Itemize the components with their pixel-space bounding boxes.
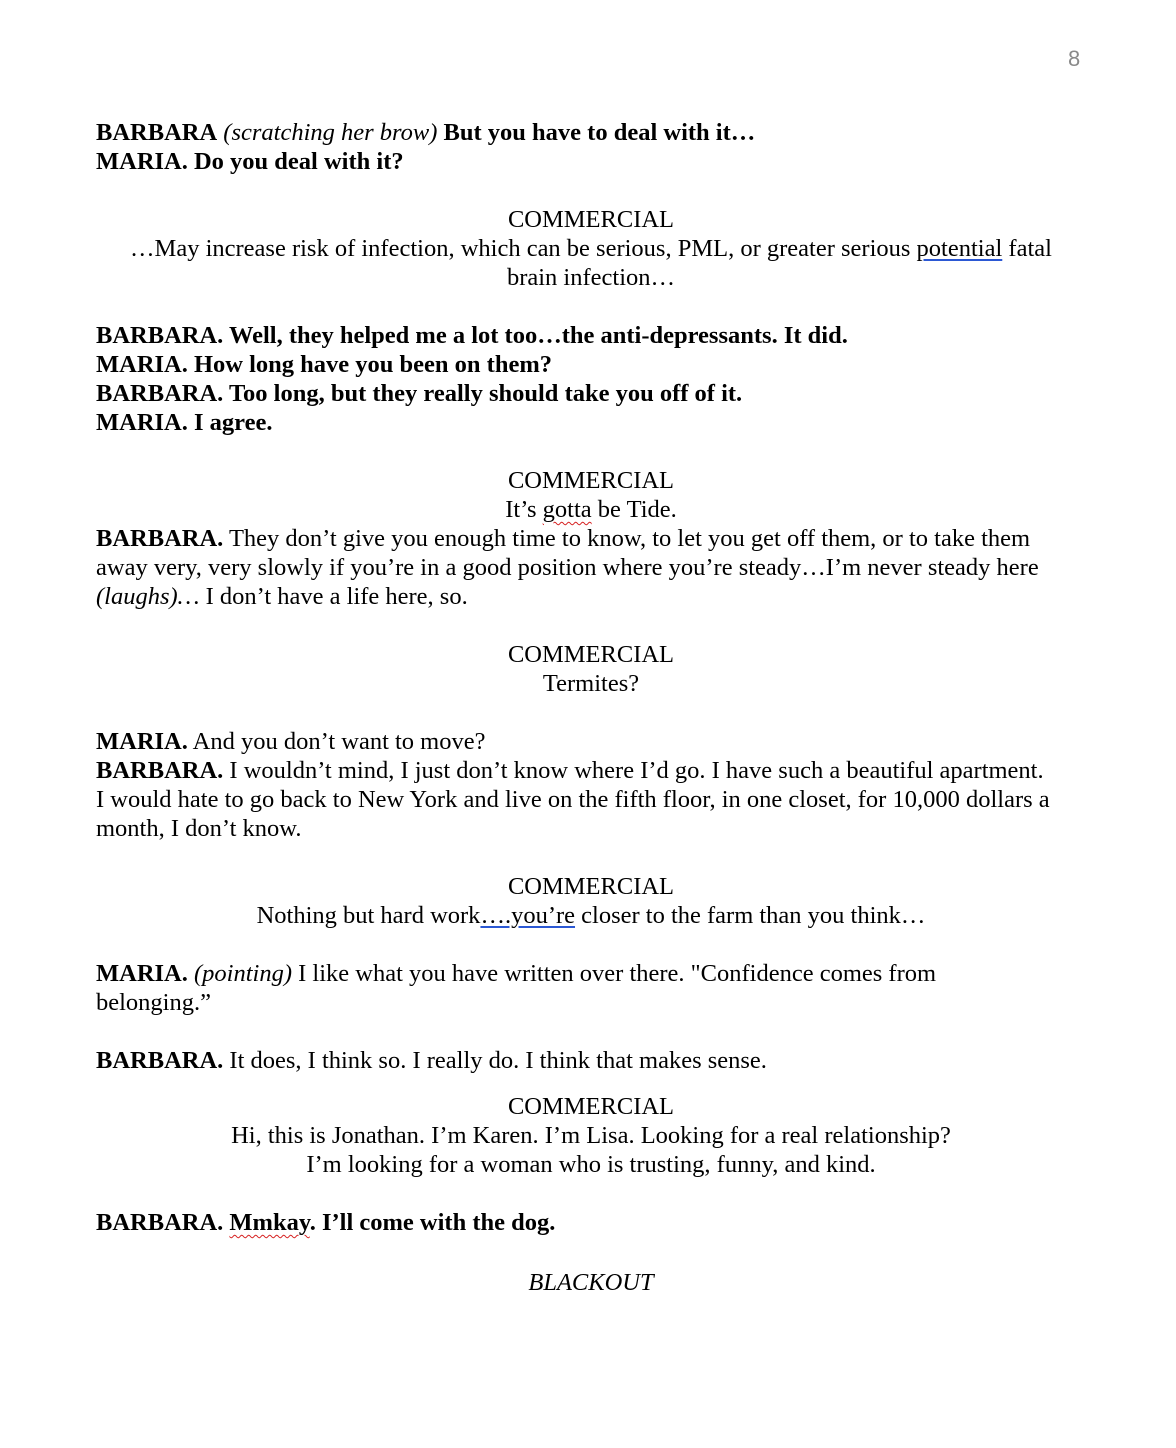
dialogue-text: But you have to deal with it… — [443, 119, 756, 146]
dialogue-text: I like what you have written over there. "Confidence comes from — [298, 960, 937, 987]
commercial-text: Hi, this is Jonathan. I’m Karen. I’m Lisa. Looking for a real relationship? — [231, 1122, 951, 1149]
commercial-block — [96, 1092, 1086, 1179]
speaker-name: BARBARA — [96, 119, 218, 146]
spelling-mark[interactable]: Mmkay — [229, 1209, 310, 1236]
dialogue-block — [96, 1046, 1086, 1075]
commercial-block — [96, 872, 1086, 930]
dialogue-block — [96, 727, 1086, 843]
spelling-mark[interactable]: gotta — [542, 496, 592, 523]
dialogue-text: MARIA. How long have you been on them? — [96, 351, 552, 378]
dialogue-text: I wouldn’t mind, I just don’t know where I’d go. I have such a beautiful apartment. — [229, 757, 1044, 784]
speaker-name: MARIA. — [96, 728, 188, 755]
commercial-text: Nothing but hard work….you’re closer to the farm than you think… — [256, 902, 926, 929]
dialogue-text: belonging.” — [96, 989, 211, 1016]
commercial-text: …May increase risk of infection, which can be serious, PML, or greater serious potential fatal — [130, 235, 1052, 262]
dialogue-text: I would hate to go back to New York and live on the fifth floor, in one closet, for 10,000 dollars a — [96, 786, 1050, 813]
commercial-heading: COMMERCIAL — [507, 206, 675, 233]
commercial-heading: COMMERCIAL — [507, 641, 675, 668]
dialogue-text: BARBARA. Well, they helped me a lot too…the anti-depressants. It did. — [96, 322, 848, 349]
commercial-block — [96, 205, 1086, 292]
dialogue-text: And you don’t want to move? — [192, 728, 486, 755]
dialogue-text: It does, I think so. I really do. I think that makes sense. — [229, 1047, 767, 1074]
dialogue-text: month, I don’t know. — [96, 815, 302, 842]
commercial-text: I’m looking for a woman who is trusting, funny, and kind. — [306, 1151, 876, 1178]
stage-direction: (laughs)… — [96, 583, 200, 610]
dialogue-block — [96, 1208, 1086, 1237]
dialogue-text: BARBARA. Too long, but they really should take you off of it. — [96, 380, 743, 407]
dialogue-line — [96, 118, 1086, 147]
dialogue-text: MARIA. I agree. — [96, 409, 273, 436]
commercial-heading: COMMERCIAL — [507, 467, 675, 494]
speaker-name: BARBARA. — [96, 757, 224, 784]
blackout-direction: BLACKOUT — [528, 1269, 654, 1296]
speaker-name: BARBARA. — [96, 1209, 224, 1236]
stage-direction: (pointing) — [194, 960, 292, 987]
dialogue-text: MARIA. Do you deal with it? — [96, 148, 404, 175]
ending-block — [96, 1268, 1086, 1297]
commercial-text: Termites? — [542, 670, 640, 697]
grammar-mark[interactable]: potential — [916, 235, 1003, 262]
commercial-block — [96, 640, 1086, 698]
stage-direction: (scratching her brow) — [223, 119, 438, 146]
dialogue-block — [96, 321, 1086, 437]
dialogue-block — [96, 959, 1086, 1017]
commercial-text: brain infection… — [506, 264, 676, 291]
grammar-mark[interactable]: ….you’re — [480, 902, 576, 929]
page-number: 8 — [1068, 46, 1081, 71]
dialogue-text: . I’ll come with the dog. — [309, 1209, 556, 1236]
commercial-block — [96, 466, 1086, 524]
commercial-heading: COMMERCIAL — [507, 1093, 675, 1120]
dialogue-text: away very, very slowly if you’re in a good position where you’re steady…I’m never steady here — [96, 554, 1039, 581]
script-body — [96, 118, 1086, 1297]
dialogue-text: I don’t have a life here, so. — [205, 583, 468, 610]
speaker-name: BARBARA. — [96, 1047, 224, 1074]
dialogue-block — [96, 524, 1086, 611]
dialogue-line — [96, 147, 1086, 176]
commercial-heading: COMMERCIAL — [507, 873, 675, 900]
dialogue-text: They don’t give you enough time to know, to let you get off them, or to take them — [228, 525, 1031, 552]
speaker-name: BARBARA. — [96, 525, 224, 552]
commercial-text: It’s gotta be Tide. — [505, 496, 677, 523]
dialogue-block — [96, 118, 1086, 176]
speaker-name: MARIA. — [96, 960, 188, 987]
